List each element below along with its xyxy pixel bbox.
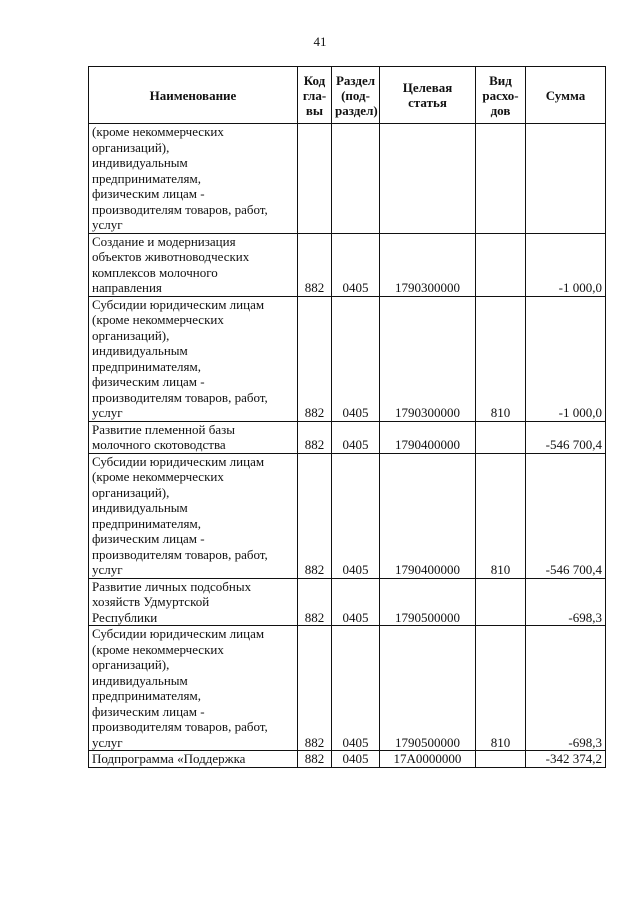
table-row: [89, 296, 606, 421]
cell-sum: -698,3: [526, 626, 606, 751]
cell-name-line: физическим лицам -: [92, 703, 205, 719]
page-number: 41: [313, 34, 327, 49]
cell-name-line: направления: [92, 280, 162, 295]
cell-section: 0405: [332, 578, 380, 626]
cell-target: 1790300000: [380, 233, 476, 296]
header-code-line: гла-: [302, 87, 327, 103]
header-target-line: Целевая: [402, 80, 453, 95]
cell-kind: [476, 578, 526, 626]
header-name: Наименование: [89, 67, 298, 124]
cell-name: [89, 578, 298, 626]
cell-target: 1790300000: [380, 296, 476, 421]
table-row: [89, 124, 606, 234]
cell-target: 1790500000: [380, 626, 476, 751]
header-kind-line: расхо-: [482, 87, 519, 103]
cell-kind: [476, 124, 526, 234]
cell-target: 1790400000: [380, 453, 476, 578]
table-row: [89, 626, 606, 751]
cell-name-line: предпринимателям,: [92, 358, 201, 374]
table-header-row: [89, 67, 606, 124]
cell-name-line: объектов животноводческих: [92, 249, 250, 264]
cell-name-line: услуг: [92, 734, 123, 750]
cell-name-line: Субсидии юридическим лицам: [92, 626, 265, 641]
cell-name-line: молочного скотоводства: [92, 437, 226, 452]
cell-kind: [476, 233, 526, 296]
cell-name-line: производителям товаров, работ,: [92, 201, 268, 217]
table-row: [89, 751, 606, 768]
cell-name-line: Республики: [92, 609, 158, 625]
cell-name-line: (кроме некоммерческих: [92, 312, 224, 327]
header-kind: [476, 67, 526, 124]
cell-name: [89, 751, 298, 768]
cell-name-line: организаций),: [92, 139, 170, 155]
cell-name-line: организаций),: [92, 484, 170, 500]
cell-code: 882: [298, 453, 332, 578]
cell-name-line: индивидуальным: [92, 155, 188, 170]
cell-section: [332, 124, 380, 234]
cell-name-line: предпринимателям,: [92, 515, 201, 531]
cell-name: [89, 233, 298, 296]
cell-name-line: Субсидии юридическим лицам: [92, 296, 265, 312]
cell-kind: 810: [476, 296, 526, 421]
cell-sum: -546 700,4: [526, 421, 606, 453]
cell-code: 882: [298, 233, 332, 296]
header-sum: Сумма: [526, 67, 606, 124]
cell-name-line: хозяйств Удмуртской: [92, 594, 210, 609]
cell-code: 882: [298, 578, 332, 626]
header-section: [332, 67, 380, 124]
cell-name-line: комплексов молочного: [92, 264, 218, 280]
cell-sum: -1 000,0: [526, 233, 606, 296]
cell-name-line: (кроме некоммерческих: [92, 124, 224, 139]
cell-sum: -342 374,2: [526, 751, 606, 768]
cell-sum: -698,3: [526, 578, 606, 626]
header-code-line: вы: [305, 102, 324, 118]
cell-name-line: физическим лицам -: [92, 374, 205, 389]
cell-name-line: индивидуальным: [92, 343, 188, 358]
cell-name-line: (кроме некоммерческих: [92, 469, 224, 484]
cell-section: 0405: [332, 751, 380, 768]
cell-name-line: Создание и модернизация: [92, 233, 236, 249]
table-row: [89, 453, 606, 578]
cell-code: 882: [298, 296, 332, 421]
cell-sum: -546 700,4: [526, 453, 606, 578]
table-row: [89, 421, 606, 453]
cell-name-line: Подпрограмма «Поддержка: [92, 751, 246, 766]
cell-sum: -1 000,0: [526, 296, 606, 421]
cell-name-line: организаций),: [92, 657, 170, 672]
cell-section: 0405: [332, 626, 380, 751]
cell-name-line: производителям товаров, работ,: [92, 719, 268, 734]
cell-name: [89, 124, 298, 234]
header-section-line: раздел): [335, 102, 378, 118]
cell-section: 0405: [332, 453, 380, 578]
cell-name-line: предпринимателям,: [92, 170, 201, 186]
cell-name-line: производителям товаров, работ,: [92, 546, 268, 562]
cell-section: 0405: [332, 233, 380, 296]
cell-code: [298, 124, 332, 234]
header-kind-line: дов: [490, 102, 511, 118]
cell-target: 1790400000: [380, 421, 476, 453]
cell-name-line: индивидуальным: [92, 500, 188, 515]
cell-name-line: индивидуальным: [92, 672, 188, 688]
header-kind-line: Вид: [489, 72, 512, 88]
cell-code: 882: [298, 751, 332, 768]
cell-name: [89, 296, 298, 421]
cell-name-line: услуг: [92, 217, 123, 232]
budget-table: [88, 66, 606, 768]
cell-target: 1790500000: [380, 578, 476, 626]
cell-code: 882: [298, 421, 332, 453]
cell-name-line: Развитие личных подсобных: [92, 578, 252, 594]
cell-kind: [476, 421, 526, 453]
cell-kind: 810: [476, 453, 526, 578]
cell-section: 0405: [332, 421, 380, 453]
cell-name-line: Развитие племенной базы: [92, 421, 235, 437]
cell-name: [89, 626, 298, 751]
cell-name-line: производителям товаров, работ,: [92, 389, 268, 405]
header-section-line: (под-: [341, 87, 370, 103]
cell-name-line: физическим лицам -: [92, 186, 205, 201]
cell-name-line: организаций),: [92, 327, 170, 343]
cell-name: [89, 421, 298, 453]
cell-name-line: физическим лицам -: [92, 531, 205, 546]
cell-name: [89, 453, 298, 578]
cell-target: [380, 124, 476, 234]
header-code: [298, 67, 332, 124]
cell-kind: 810: [476, 626, 526, 751]
cell-kind: [476, 751, 526, 768]
cell-sum: [526, 124, 606, 234]
table-row: [89, 233, 606, 296]
header-section-line: Раздел: [335, 72, 376, 88]
cell-name-line: услуг: [92, 405, 123, 420]
header-code-line: Код: [303, 72, 326, 88]
cell-name-line: предпринимателям,: [92, 688, 201, 703]
cell-target: 17А0000000: [380, 751, 476, 768]
table-row: [89, 578, 606, 626]
cell-name-line: Субсидии юридическим лицам: [92, 453, 265, 469]
table-body: [89, 124, 606, 768]
cell-code: 882: [298, 626, 332, 751]
cell-name-line: услуг: [92, 562, 123, 577]
header-target: [380, 67, 476, 124]
cell-section: 0405: [332, 296, 380, 421]
header-target-line: статья: [408, 95, 447, 110]
cell-name-line: (кроме некоммерческих: [92, 641, 224, 657]
